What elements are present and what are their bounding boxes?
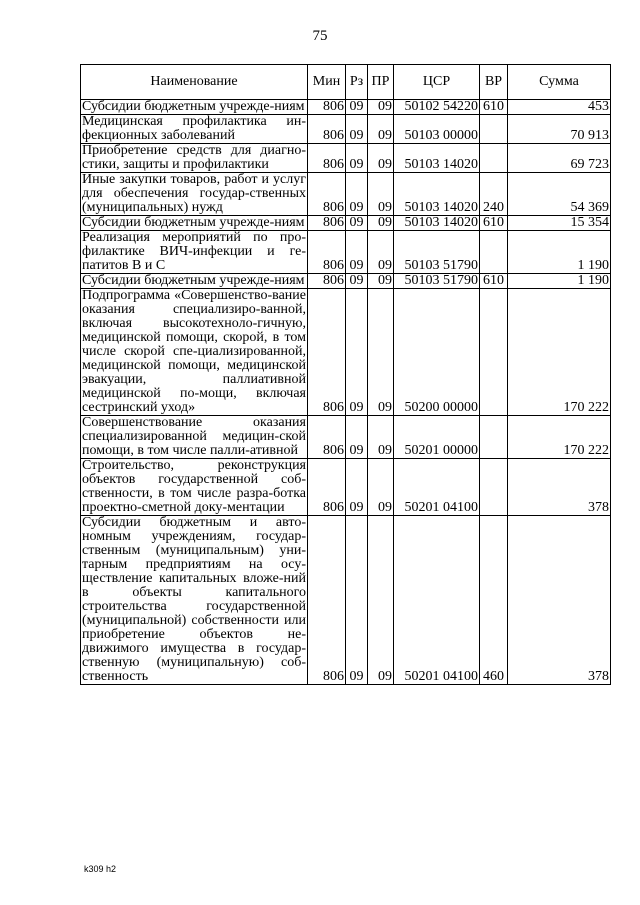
cell-pr: 09 — [368, 231, 394, 274]
cell-csr: 50103 14020 — [394, 144, 480, 173]
header-pr: ПР — [368, 65, 394, 100]
cell-sum: 1 190 — [508, 274, 611, 289]
cell-name: Реализация мероприятий по про-филактике ВИЧ-инфекции и ге-патитов В и С — [82, 230, 306, 273]
cell-rz: 09 — [346, 216, 368, 231]
cell-pr: 09 — [368, 100, 394, 115]
cell-pr: 09 — [368, 459, 394, 516]
table-row — [81, 274, 611, 289]
cell-sum: 170 222 — [508, 416, 611, 459]
table-row — [81, 115, 611, 144]
cell-min: 806 — [308, 289, 346, 416]
cell-pr: 09 — [368, 216, 394, 231]
cell-vr: 240 — [480, 173, 508, 216]
table-header-row — [81, 65, 611, 100]
cell-vr — [480, 289, 508, 416]
cell-rz: 09 — [346, 144, 368, 173]
cell-sum: 15 354 — [508, 216, 611, 231]
cell-vr — [480, 459, 508, 516]
cell-vr: 610 — [480, 216, 508, 231]
cell-pr: 09 — [368, 416, 394, 459]
header-name: Наименование — [81, 65, 308, 100]
cell-sum: 70 913 — [508, 115, 611, 144]
cell-name: Иные закупки товаров, работ и услуг для обеспечения государ-ственных (муниципальных) нужд — [82, 172, 306, 215]
cell-min: 806 — [308, 100, 346, 115]
cell-pr: 09 — [368, 144, 394, 173]
cell-sum: 54 369 — [508, 173, 611, 216]
cell-csr: 50103 14020 — [394, 173, 480, 216]
cell-min: 806 — [308, 144, 346, 173]
cell-min: 806 — [308, 274, 346, 289]
page-number: 75 — [312, 28, 328, 44]
cell-min: 806 — [308, 216, 346, 231]
header-vr: ВР — [480, 65, 508, 100]
table-body — [81, 100, 611, 685]
cell-rz: 09 — [346, 516, 368, 685]
cell-name: Совершенствование оказания специализированной медицин-ской помощи, в том числе палли-ативной — [82, 415, 306, 458]
table-row — [81, 516, 611, 685]
cell-min: 806 — [308, 173, 346, 216]
cell-rz: 09 — [346, 416, 368, 459]
cell-rz: 09 — [346, 459, 368, 516]
cell-name: Субсидии бюджетным и авто-номным учреждениям, государ-ственным (муниципальным) уни-тарным предприятиям на осу-ществление капитальных вложе-ний в объекты капитального строительства государственной (муниципальной) собственности или приобретение объектов не-движимого имущества в государ-ственную (муниципальную) соб-ственность — [82, 515, 306, 684]
cell-csr: 50103 00000 — [394, 115, 480, 144]
cell-csr: 50103 51790 — [394, 274, 480, 289]
cell-min: 806 — [308, 459, 346, 516]
cell-csr: 50103 51790 — [394, 231, 480, 274]
cell-csr: 50201 00000 — [394, 416, 480, 459]
cell-sum: 378 — [508, 459, 611, 516]
table-row — [81, 100, 611, 115]
cell-csr: 50200 00000 — [394, 289, 480, 416]
table-row — [81, 144, 611, 173]
table-row — [81, 459, 611, 516]
cell-name: Строительство, реконструкция объектов государственной соб-ственности, в том числе разра-ботка проектно-сметной доку-ментации — [82, 458, 306, 515]
cell-rz: 09 — [346, 173, 368, 216]
cell-min: 806 — [308, 416, 346, 459]
header-sum: Сумма — [508, 65, 611, 100]
cell-rz: 09 — [346, 100, 368, 115]
cell-csr: 50201 04100 — [394, 516, 480, 685]
cell-vr: 610 — [480, 100, 508, 115]
cell-min: 806 — [308, 231, 346, 274]
cell-name: Приобретение средств для диагно-стики, защиты и профилактики — [82, 143, 306, 172]
cell-name: Субсидии бюджетным учрежде-ниям — [81, 216, 308, 231]
cell-pr: 09 — [368, 173, 394, 216]
cell-csr: 50103 14020 — [394, 216, 480, 231]
cell-pr: 09 — [368, 115, 394, 144]
cell-pr: 09 — [368, 274, 394, 289]
cell-sum: 453 — [508, 100, 611, 115]
cell-vr: 460 — [480, 516, 508, 685]
header-rz: Рз — [346, 65, 368, 100]
cell-sum: 378 — [508, 516, 611, 685]
cell-csr: 50102 54220 — [394, 100, 480, 115]
table-row — [81, 216, 611, 231]
cell-vr: 610 — [480, 274, 508, 289]
cell-vr — [480, 416, 508, 459]
budget-table — [80, 64, 611, 685]
cell-vr — [480, 115, 508, 144]
header-min: Мин — [308, 65, 346, 100]
cell-rz: 09 — [346, 274, 368, 289]
header-csr: ЦСР — [394, 65, 480, 100]
cell-vr — [480, 144, 508, 173]
cell-csr: 50201 04100 — [394, 459, 480, 516]
cell-name: Подпрограмма «Совершенство-вание оказания специализиро-ванной, включая высокотехноло-гичную, медицинской помощи, скорой, в том числе скорой спе-циализированной, медицинской помощи, медицинской эвакуации, паллиативной медицинской по-мощи, включая сестринский уход» — [82, 288, 306, 415]
footer-code: k309 h2 — [84, 864, 117, 874]
cell-pr: 09 — [368, 516, 394, 685]
table-row — [81, 173, 611, 216]
cell-name: Медицинская профилактика ин-фекционных заболеваний — [82, 114, 306, 143]
cell-rz: 09 — [346, 289, 368, 416]
cell-name: Субсидии бюджетным учрежде-ниям — [81, 274, 308, 289]
cell-min: 806 — [308, 115, 346, 144]
cell-pr: 09 — [368, 289, 394, 416]
cell-min: 806 — [308, 516, 346, 685]
cell-name: Субсидии бюджетным учрежде-ниям — [81, 100, 308, 115]
table-row — [81, 289, 611, 416]
table-row — [81, 416, 611, 459]
cell-sum: 170 222 — [508, 289, 611, 416]
cell-rz: 09 — [346, 115, 368, 144]
cell-sum: 69 723 — [508, 144, 611, 173]
cell-sum: 1 190 — [508, 231, 611, 274]
cell-rz: 09 — [346, 231, 368, 274]
table-row — [81, 231, 611, 274]
cell-vr — [480, 231, 508, 274]
